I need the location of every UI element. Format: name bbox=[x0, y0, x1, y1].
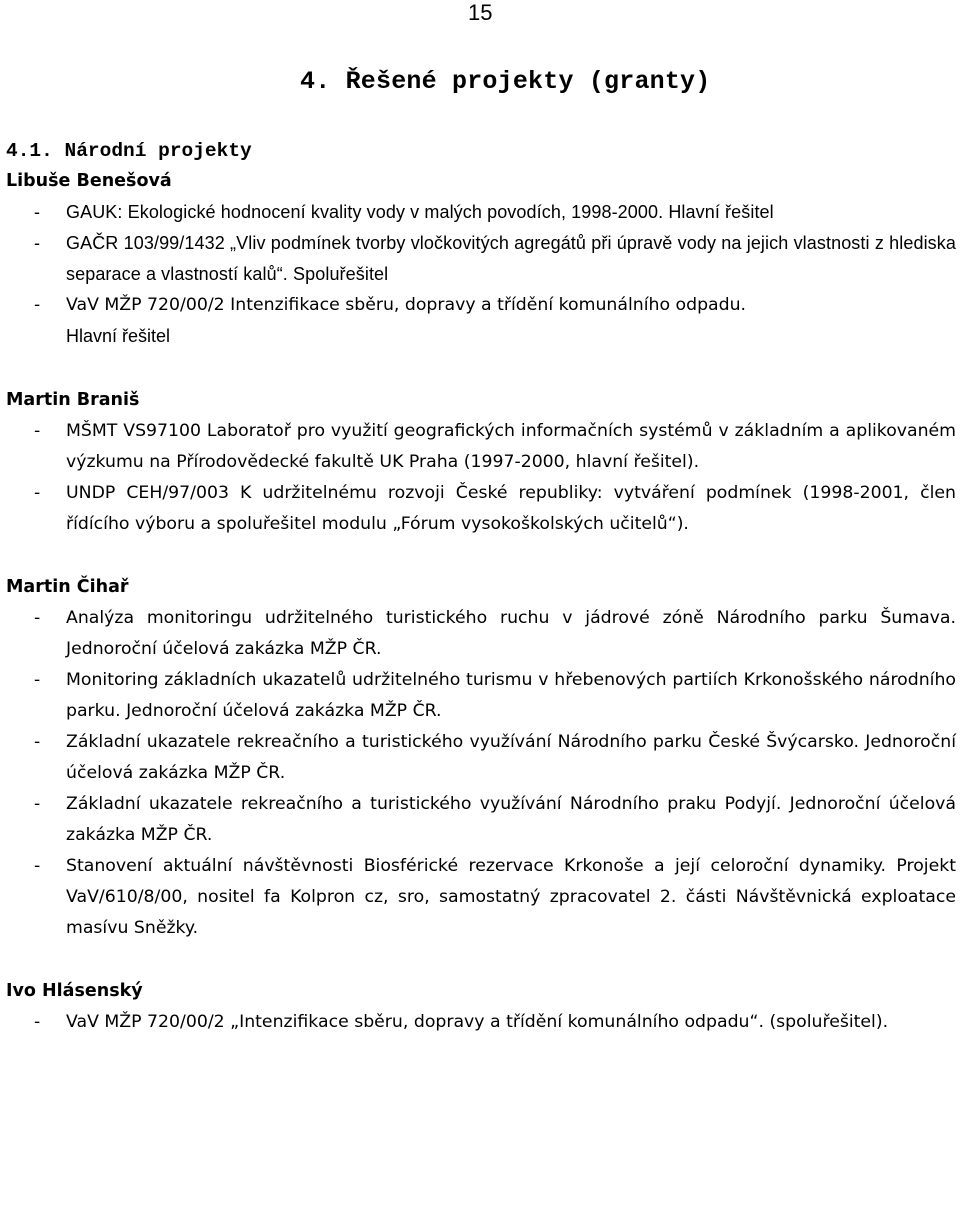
project-role: Hlavní řešitel bbox=[66, 326, 171, 346]
bullet-dash: - bbox=[34, 794, 41, 814]
list-item bbox=[6, 290, 956, 353]
bullet-dash: - bbox=[34, 608, 41, 628]
list-item bbox=[6, 603, 956, 665]
project-text: UNDP CEH/97/003 K udržitelnému rozvoji České republiky: vytváření podmínek (1998-2001, člen řídícího výboru a spoluřešitel modulu „Fórum vysokoškolských učitelů“). bbox=[66, 483, 956, 534]
project-text: GAČR 103/99/1432 „Vliv podmínek tvorby vločkovitých agregátů při úpravě vody na jejich vlastnosti z hlediska separace a vlastností kalů“. Spoluřešitel bbox=[66, 233, 956, 284]
list-item bbox=[6, 665, 956, 727]
project-list bbox=[6, 416, 960, 540]
project-text: Základní ukazatele rekreačního a turistického využívání Národního parku České Švýcarsko. Jednoroční účelová zakázka MŽP ČR. bbox=[66, 732, 956, 783]
project-text: VaV MŽP 720/00/2 „Intenzifikace sběru, dopravy a třídění komunálního odpadu“. (spoluřešitel). bbox=[66, 1012, 889, 1032]
project-list bbox=[6, 197, 960, 353]
list-item bbox=[6, 416, 956, 478]
bullet-dash: - bbox=[34, 670, 41, 690]
list-item bbox=[6, 228, 956, 290]
list-item bbox=[6, 478, 956, 540]
bullet-dash: - bbox=[34, 856, 41, 876]
bullet-dash: - bbox=[34, 233, 41, 253]
project-text: Základní ukazatele rekreačního a turistického využívání Národního praku Podyjí. Jednoroční účelová zakázka MŽP ČR. bbox=[66, 794, 956, 845]
person-name: Libuše Benešová bbox=[6, 171, 172, 191]
person-block bbox=[6, 572, 960, 944]
project-text: GAUK: Ekologické hodnocení kvality vody v malých povodích, 1998-2000. Hlavní řešitel bbox=[66, 202, 774, 222]
project-text: MŠMT VS97100 Laboratoř pro využití geografických informačních systémů v základním a aplikovaném výzkumu na Přírodovědecké fakultě UK Praha (1997-2000, hlavní řešitel). bbox=[66, 421, 956, 472]
person-name: Martin Braniš bbox=[6, 390, 140, 410]
document-body bbox=[6, 136, 960, 1038]
bullet-dash: - bbox=[34, 732, 41, 752]
person-block bbox=[6, 385, 960, 540]
list-item bbox=[6, 851, 956, 944]
project-list bbox=[6, 603, 960, 944]
project-text: Monitoring základních ukazatelů udržitelného turismu v hřebenových partiích Krkonošského národního parku. Jednoroční účelová zakázka MŽP ČR. bbox=[66, 670, 956, 721]
page-number: 15 bbox=[468, 0, 493, 25]
list-item bbox=[6, 197, 956, 228]
project-text: Stanovení aktuální návštěvnosti Biosférické rezervace Krkonoše a její celoroční dynamiky. Projekt VaV/610/8/00, nositel fa Kolpron cz, sro, samostatný zpracovatel 2. části Návštěvnická exploatace masívu Sněžky. bbox=[66, 856, 956, 938]
chapter-title: 4. Řešené projekty (granty) bbox=[300, 67, 711, 96]
project-text: VaV MŽP 720/00/2 Intenzifikace sběru, dopravy a třídění komunálního odpadu. bbox=[66, 295, 747, 315]
list-item bbox=[6, 1007, 956, 1038]
project-text: Analýza monitoringu udržitelného turistického ruchu v jádrové zóně Národního parku Šumava. Jednoroční účelová zakázka MŽP ČR. bbox=[66, 608, 956, 659]
bullet-dash: - bbox=[34, 295, 41, 315]
person-name: Martin Čihař bbox=[6, 577, 129, 597]
person-block bbox=[6, 976, 960, 1038]
section-heading: 4.1. Národní projekty bbox=[6, 140, 252, 162]
list-item bbox=[6, 789, 956, 851]
bullet-dash: - bbox=[34, 483, 41, 503]
bullet-dash: - bbox=[34, 202, 41, 222]
project-list bbox=[6, 1007, 960, 1038]
bullet-dash: - bbox=[34, 1012, 41, 1032]
bullet-dash: - bbox=[34, 421, 41, 441]
person-block bbox=[6, 166, 960, 353]
list-item bbox=[6, 727, 956, 789]
person-name: Ivo Hlásenský bbox=[6, 981, 143, 1001]
